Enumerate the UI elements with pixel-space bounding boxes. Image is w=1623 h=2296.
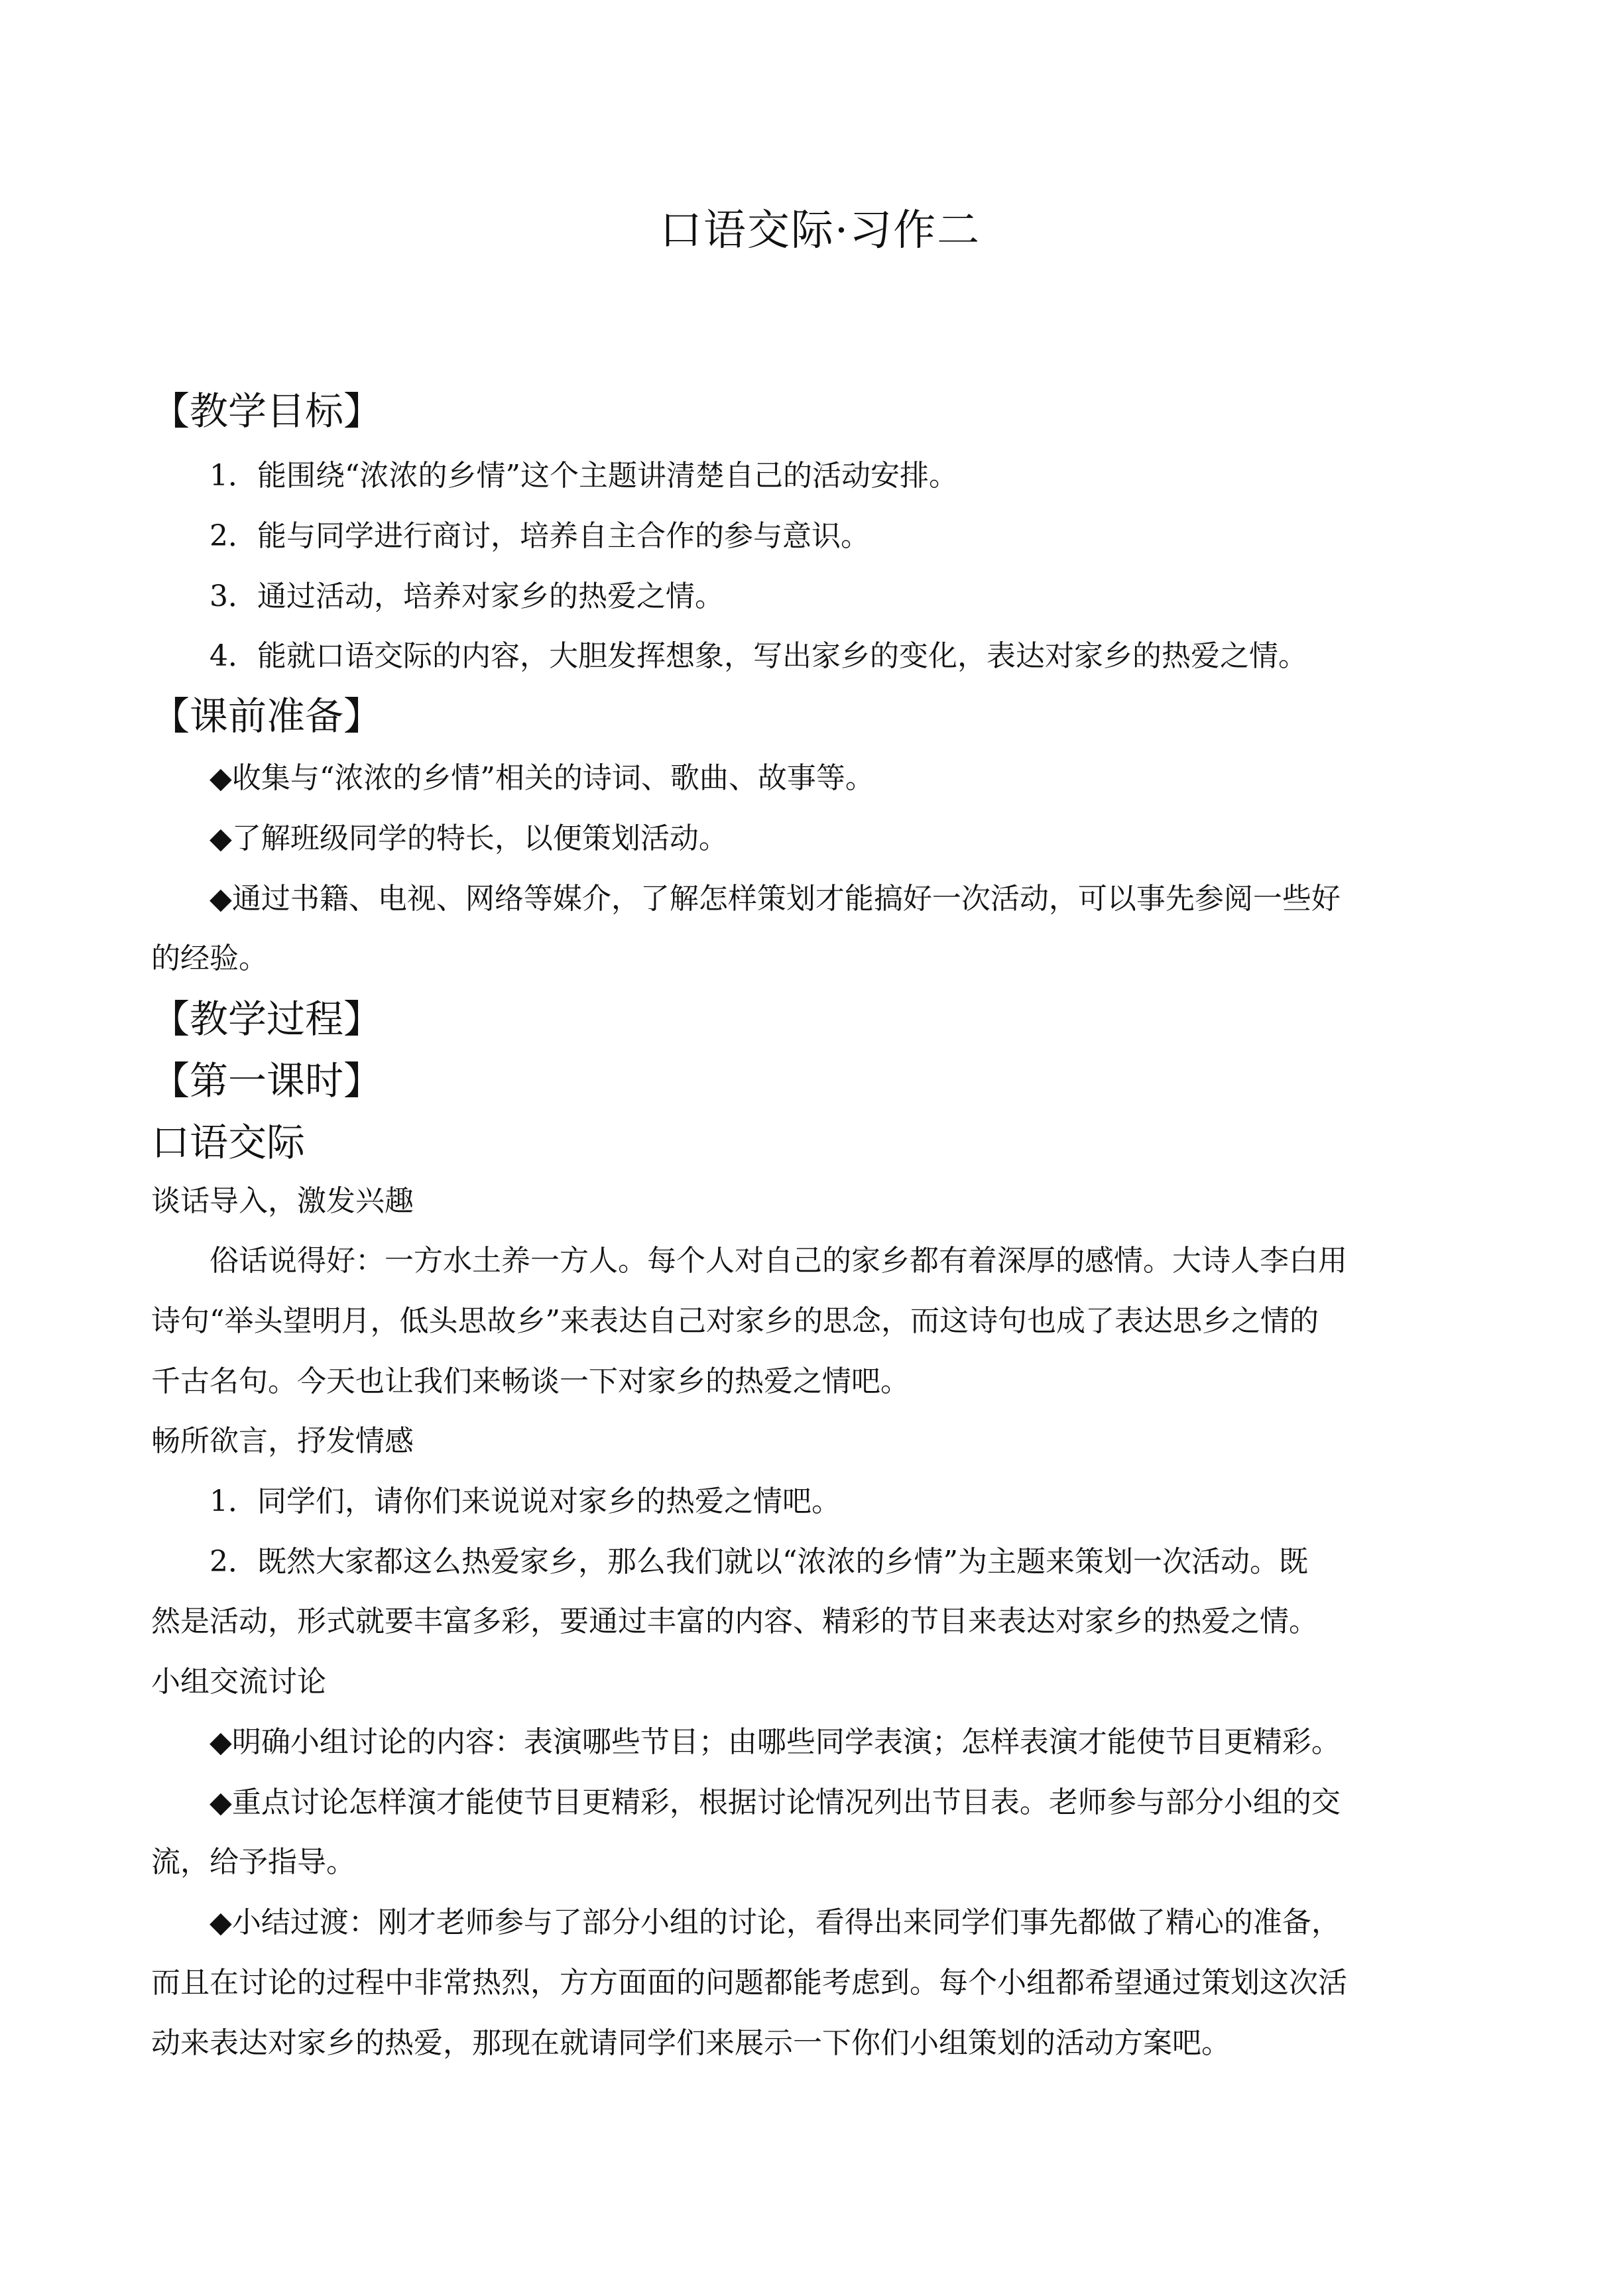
- group-item: ◆重点讨论怎样演才能使节目更精彩，根据讨论情况列出节目表。老师参与部分小组的交: [210, 1785, 1341, 1819]
- intro-paragraph-line: 千古名句。今天也让我们来畅谈一下对家乡的热爱之情吧。: [151, 1364, 910, 1398]
- express-item-continued: 然是活动，形式就要丰富多彩，要通过丰富的内容、精彩的节目来表达对家乡的热爱之情。: [151, 1604, 1318, 1638]
- heading-oral-communication: 口语交际: [151, 1120, 306, 1165]
- heading-teaching-goals: 【教学目标】: [151, 389, 383, 434]
- prep-item: ◆收集与“浓浓的乡情”相关的诗词、歌曲、故事等。: [210, 761, 874, 795]
- document-title: 口语交际·习作二: [659, 206, 981, 255]
- goal-item: 3．通过活动，培养对家乡的热爱之情。: [210, 579, 724, 613]
- subheading-introduction: 谈话导入，激发兴趣: [151, 1184, 414, 1218]
- heading-teaching-process: 【教学过程】: [151, 997, 383, 1042]
- heading-preparation: 【课前准备】: [151, 694, 383, 739]
- express-item: 2．既然大家都这么热爱家乡，那么我们就以“浓浓的乡情”为主题来策划一次活动。既: [210, 1545, 1308, 1579]
- goal-item: 4．能就口语交际的内容，大胆发挥想象，写出家乡的变化，表达对家乡的热爱之情。: [210, 639, 1307, 673]
- group-item: ◆小结过渡：刚才老师参与了部分小组的讨论，看得出来同学们事先都做了精心的准备，: [210, 1905, 1341, 1939]
- intro-paragraph-line: 诗句“举头望明月，低头思故乡”来表达自己对家乡的思念，而这诗句也成了表达思乡之情的: [151, 1304, 1319, 1338]
- group-item: ◆明确小组讨论的内容：表演哪些节目；由哪些同学表演；怎样表演才能使节目更精彩。: [210, 1725, 1341, 1759]
- heading-first-lesson: 【第一课时】: [151, 1058, 383, 1103]
- goal-item: 2．能与同学进行商讨，培养自主合作的参与意识。: [210, 519, 870, 553]
- group-item-continued: 动来表达对家乡的热爱，那现在就请同学们来展示一下你们小组策划的活动方案吧。: [151, 2026, 1231, 2060]
- express-item: 1．同学们，请你们来说说对家乡的热爱之情吧。: [210, 1484, 841, 1518]
- subheading-express-feelings: 畅所欲言，抒发情感: [151, 1424, 414, 1458]
- prep-item-continued: 的经验。: [151, 941, 268, 975]
- group-item-continued: 流，给予指导。: [151, 1845, 355, 1879]
- prep-item: ◆通过书籍、电视、网络等媒介，了解怎样策划才能搞好一次活动，可以事先参阅一些好: [210, 882, 1341, 916]
- goal-item: 1．能围绕“浓浓的乡情”这个主题讲清楚自己的活动安排。: [210, 459, 958, 493]
- group-item-continued: 而且在讨论的过程中非常热烈，方方面面的问题都能考虑到。每个小组都希望通过策划这次活: [151, 1966, 1347, 2000]
- prep-item: ◆了解班级同学的特长，以便策划活动。: [210, 821, 728, 855]
- intro-paragraph-line: 俗话说得好：一方水土养一方人。每个人对自己的家乡都有着深厚的感情。大诗人李白用: [210, 1244, 1347, 1278]
- subheading-group-discussion: 小组交流讨论: [151, 1665, 326, 1699]
